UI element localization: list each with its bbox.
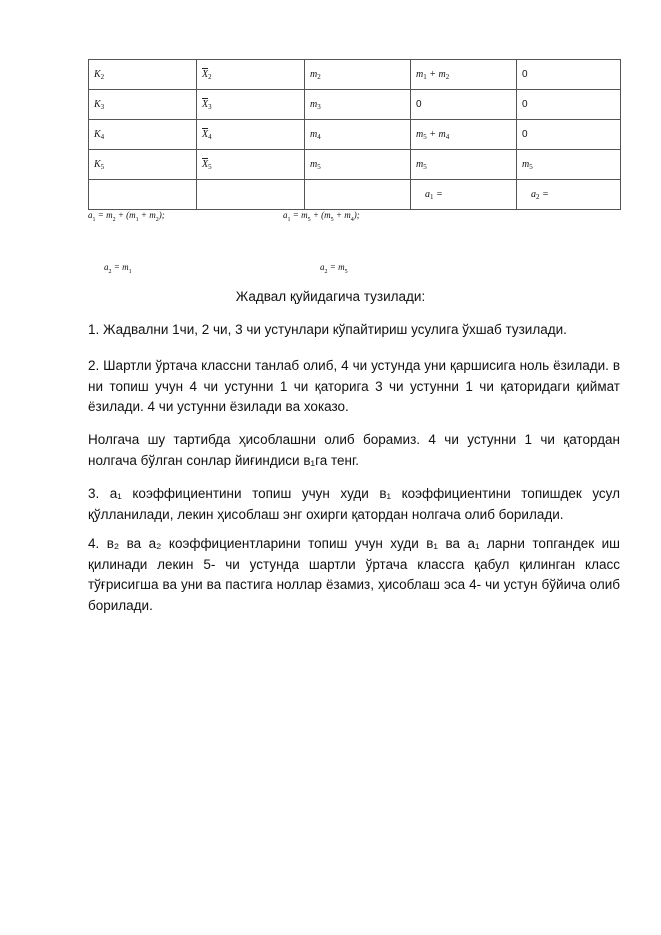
formula-a1-left: $a_1 = m_2 + (m_1 + m_2)$; [88,210,165,223]
table-cell: $m_4$ [305,120,411,150]
table-cell: $X_3$ [197,90,305,120]
table-cell: $X_5$ [197,150,305,180]
table-cell: $X_4$ [197,120,305,150]
table-cell: $m_1 + m_2$ [411,60,517,90]
paragraph-3: Нолгача шу тартибда ҳисоблашни олиб борамиз. 4 чи устунни 1 чи қатордан нолгача бўлган сонлар йиғиндиси в₁га тенг. [88,432,620,468]
formula-a2-left: $a_2 = m_1$ [104,262,132,275]
table-cell: $m_5 + m_4$ [411,120,517,150]
table-cell: $a_1$ = [411,180,517,210]
table-cell: $K_5$ [89,150,197,180]
table-cell [197,180,305,210]
table-cell: 0 [517,90,621,120]
table-cell: $m_5$ [305,150,411,180]
table-row [89,120,621,150]
table-cell: 0 [517,120,621,150]
formula-a1-right: $a_1 = m_5 + (m_5 + m_4)$; [283,210,360,223]
calculation-table [88,59,621,210]
table-cell: $K_2$ [89,60,197,90]
table-cell: $m_3$ [305,90,411,120]
table-cell [89,180,197,210]
table-cell: $a_2$ = [517,180,621,210]
table-cell: $m_5$ [517,150,621,180]
table-cell: $K_3$ [89,90,197,120]
section-heading: Жадвал қуйидагича тузилади: [235,289,426,304]
table-cell: 0 [411,90,517,120]
paragraph-2: 2. Шартли ўртача классни танлаб олиб, 4 чи устунда уни қаршисига ноль ёзилади. в ни топиш учун 4 чи устунни 1 чи қаторига 3 чи устунни 1 чи қаторидаги қиймат ёзилади. 4 чи устунни ёзилади ва хоказо. [88,358,620,414]
table-cell: $m_2$ [305,60,411,90]
paragraph-4: 3. а₁ коэффициентини топиш учун худи в₁ коэффициентини топишдек усул қўлланилади, лекин ҳисоблаш энг охирги қатордан нолгача олиб борилади. [88,486,620,522]
paragraph-1: 1. Жадвални 1чи, 2 чи, 3 чи устунлари кўпайтириш усулига ўхшаб тузилади. [88,322,567,337]
paragraph-5: 4. в₂ ва а₂ коэффициентларини топиш учун худи в₁ ва а₁ ларни топгандек иш қилинади лекин 5- чи устунда шартли ўртача классга қабул қилинган класс тўғрисигша ва уни ва пастига ноллар ёзамиз, ҳисоблаш эса 4- чи устун бўйича олиб борилади. [88,536,620,613]
table-row [89,150,621,180]
table-cell: $X_2$ [197,60,305,90]
table-row [89,60,621,90]
table-cell: 0 [517,60,621,90]
table-cell [305,180,411,210]
table-row [89,180,621,210]
table-row [89,90,621,120]
table-cell: $m_5$ [411,150,517,180]
formula-a2-right: $a_2 = m_5$ [320,262,348,275]
table-cell: $K_4$ [89,120,197,150]
